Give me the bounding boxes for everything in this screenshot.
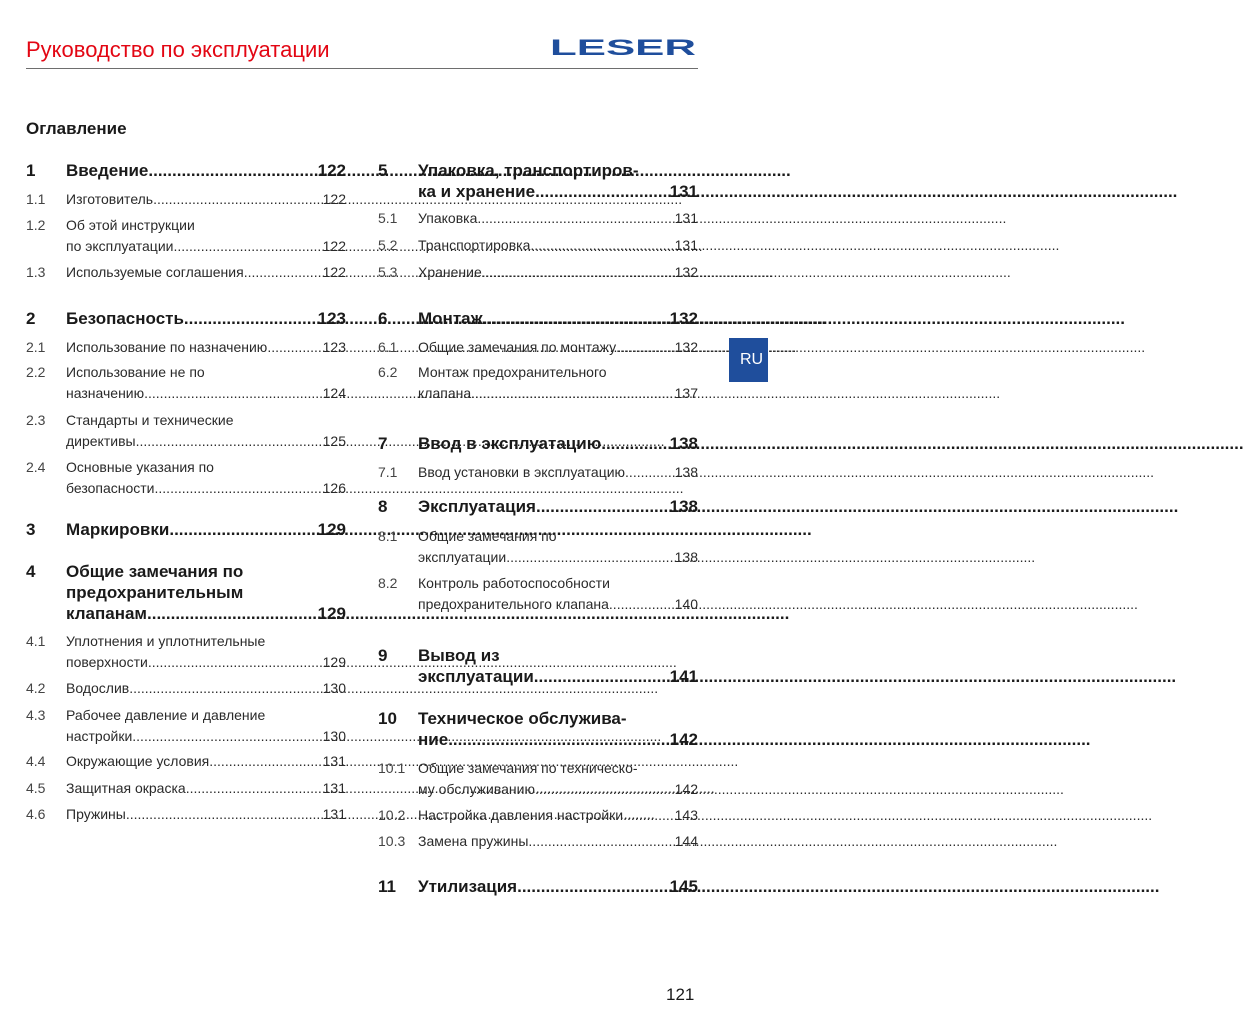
toc-entry-page: 142 [674,781,698,797]
toc-entry-number: 5.1 [378,210,398,226]
toc-entry-title: эксплуатации [418,667,534,686]
toc-entry-title-line: Об этой инструкции [66,217,195,233]
toc-entry-number: 2.1 [26,339,46,355]
dot-leader [147,603,318,624]
toc-entry-number: 1 [26,161,36,180]
dot-leader [477,208,674,229]
toc-entry-title-line: предохранительным [66,583,244,602]
dot-leader [148,160,317,181]
toc-entry-title: директивы [66,433,136,449]
toc-entry-title: Безопасность [66,309,184,328]
leser-logo [550,35,697,60]
toc-entry-number: 5.2 [378,237,398,253]
toc-entry-title-line: Общие замечания по [66,562,244,581]
toc-entry-title: Общие замечания по монтажу [418,339,617,355]
toc-entry-number: 2.3 [26,412,46,428]
toc-entry-title: Водослив [66,680,130,696]
toc-entry-title-line: Контроль работоспособности [418,575,610,591]
toc-entry-page: 129 [322,654,346,670]
toc-entry-number: 2.2 [26,364,46,380]
toc-entry-number: 2 [26,309,36,328]
toc-entry-page: 123 [322,339,346,355]
toc-entry-page: 130 [322,680,346,696]
toc-entry-number: 6.1 [378,339,398,355]
toc-entry-page: 131 [322,753,346,769]
toc-entry-title: Используемые соглашения [66,264,244,280]
toc-entry-number: 10.3 [378,833,406,849]
header-divider [26,68,698,69]
toc-entry-page: 144 [674,833,698,849]
dot-leader [173,236,322,257]
toc-entry-page: 122 [322,238,346,254]
toc-entry-title-line: Упаковка, транспортиров- [418,161,639,180]
toc-entry-number: 6 [378,309,388,328]
toc-entry-title: поверхности [66,654,148,670]
toc-entry-title: Ввод установки в эксплуатацию [418,464,626,480]
dot-leader [528,831,674,852]
toc-entry-page: 129 [317,604,346,623]
toc-entry-page: 141 [669,667,698,686]
toc-entry-number: 1.1 [26,191,46,207]
toc-entry-title: безопасности [66,480,155,496]
dot-leader [153,189,323,210]
toc-entry-title: Упаковка [418,210,478,226]
toc-entry-title: Утилизация [418,877,518,896]
toc-entry-title: Маркировки [66,520,170,539]
dot-leader [169,519,317,540]
toc-entry-title-line: Использование не по [66,364,205,380]
dot-leader [609,594,675,615]
toc-heading: Оглавление [26,119,127,138]
toc-entry-page: 131 [322,780,346,796]
toc-entry-title-line: Общие замечания по техническо- [418,760,638,776]
toc-entry-page: 129 [317,520,346,539]
toc-entry-title: Изготовитель [66,191,154,207]
dot-leader [482,262,675,283]
toc-entry-title: Хранение [418,264,482,280]
toc-entry-number: 4.1 [26,633,46,649]
toc-entry-title: Окружающие условия [66,753,210,769]
toc-entry-page: 125 [322,433,346,449]
toc-entry-page: 132 [674,264,698,280]
toc-entry-title-line: Стандарты и технические [66,412,234,428]
dot-leader [506,547,674,568]
dot-leader [601,433,669,454]
dot-leader [448,729,669,750]
dot-leader [148,652,323,673]
toc-entry-page: 132 [674,339,698,355]
dot-leader [136,431,323,452]
toc-entry-number: 4.3 [26,707,46,723]
toc-entry-title-line: Вывод из [418,646,500,665]
toc-entry-title: клапана [418,385,472,401]
toc-entry-page: 124 [322,385,346,401]
toc-entry-page: 123 [317,309,346,328]
toc-entry-title: клапанам [66,604,147,623]
toc-entry-title: Пружины [66,806,126,822]
toc-entry-number: 3 [26,520,36,539]
toc-entry-title-line: Монтаж предохранительного [418,364,607,380]
dot-leader [244,262,323,283]
toc-entry-number: 10 [378,709,397,728]
toc-entry-number: 1.3 [26,264,46,280]
dot-leader [616,337,675,358]
dot-leader [536,496,670,517]
dot-leader [132,726,322,747]
toc-entry-page: 138 [674,549,698,565]
toc-entry-page: 130 [322,728,346,744]
toc-entry-title: Транспортировка [418,237,531,253]
toc-entry-title: Введение [66,161,149,180]
toc-entry-page: 122 [322,191,346,207]
toc-entry-number: 2.4 [26,459,46,475]
dot-leader [184,308,318,329]
toc-entry-number: 7.1 [378,464,398,480]
dot-leader [483,308,670,329]
toc-entry-title-line: Техническое обслужива- [418,709,627,728]
dot-leader [126,804,323,825]
dot-leader [209,751,322,772]
toc-entry-page: 131 [674,210,698,226]
toc-entry-page: 122 [317,161,346,180]
language-tab[interactable]: RU [729,338,768,382]
toc-entry-number: 4.6 [26,806,46,822]
toc-entry-number: 9 [378,646,388,665]
toc-entry-title-line: Уплотнения и уплотнительные [66,633,266,649]
toc-entry-number: 11 [378,877,396,896]
toc-entry-page: 137 [674,385,698,401]
dot-leader [623,805,675,826]
toc-entry-title: настройки [66,728,133,744]
toc-entry-number: 1.2 [26,217,46,233]
toc-entry-number: 8.2 [378,575,398,591]
toc-entry-title: Защитная окраска [66,780,186,796]
toc-entry-page: 138 [669,434,698,453]
dot-leader [517,876,670,897]
toc-entry-number: 5 [378,161,388,180]
dot-leader [535,181,670,202]
logo-text: LESER [550,35,697,60]
dot-leader [534,666,670,687]
toc-entry-title: му обслуживанию [418,781,535,797]
toc-entry-title: Использование по назначению [66,339,268,355]
dot-leader [530,235,674,256]
toc-entry-title: ка и хранение [418,182,536,201]
toc-entry-page: 131 [674,237,698,253]
dot-leader [471,383,675,404]
toc-entry-page: 142 [669,730,698,749]
toc-entry-title: Настройка давления настройки [418,807,624,823]
toc-entry-title: Эксплуатация [418,497,536,516]
dot-leader [535,779,675,800]
toc-entry-page: 122 [322,264,346,280]
toc-entry-title: эксплуатации [418,549,507,565]
toc-entry-number: 4.5 [26,780,46,796]
toc-entry-page: 138 [669,497,698,516]
dot-leader [267,337,322,358]
toc-entry-number: 8 [378,497,388,516]
dot-leader [144,383,323,404]
toc-entry-page: 132 [669,309,698,328]
dot-leader [129,678,322,699]
toc-entry-number: 4.4 [26,753,46,769]
toc-entry-page: 126 [322,480,346,496]
toc-entry-title: назначению [66,385,145,401]
toc-entry-title-line: Рабочее давление и давление [66,707,266,723]
toc-entry-page: 140 [674,596,698,612]
toc-entry-number: 4 [26,562,36,581]
toc-entry-title: Замена пружины [418,833,529,849]
toc-entry-title: предохранительного клапана [418,596,609,612]
document-title: Руководство по эксплуатации [26,37,330,62]
toc-entry-number: 7 [378,434,388,453]
toc-entry-number: 10.1 [378,760,406,776]
toc-entry-number: 8.1 [378,528,398,544]
toc-entry-title: по эксплуатации [66,238,174,254]
toc-entry-page: 131 [322,806,346,822]
toc-entry-number: 5.3 [378,264,398,280]
toc-entry-page: 131 [669,182,698,201]
toc-entry-title: Монтаж [418,309,483,328]
toc-entry-number: 4.2 [26,680,46,696]
toc-entry-title-line: Общие замечания по [418,528,557,544]
toc-entry-page: 143 [674,807,698,823]
dot-leader [155,478,323,499]
dot-leader [625,462,675,483]
toc-entry-number: 6.2 [378,364,398,380]
toc-entry-page: 145 [669,877,698,896]
toc-entry-title: ние [418,730,449,749]
toc-entry-number: 10.2 [378,807,406,823]
toc-entry-page: 138 [674,464,698,480]
toc-entry-title: Ввод в эксплуатацию [418,434,602,453]
toc-entry-title-line: Основные указания по [66,459,214,475]
dot-leader [186,778,323,799]
page-number: 121 [666,985,695,1004]
